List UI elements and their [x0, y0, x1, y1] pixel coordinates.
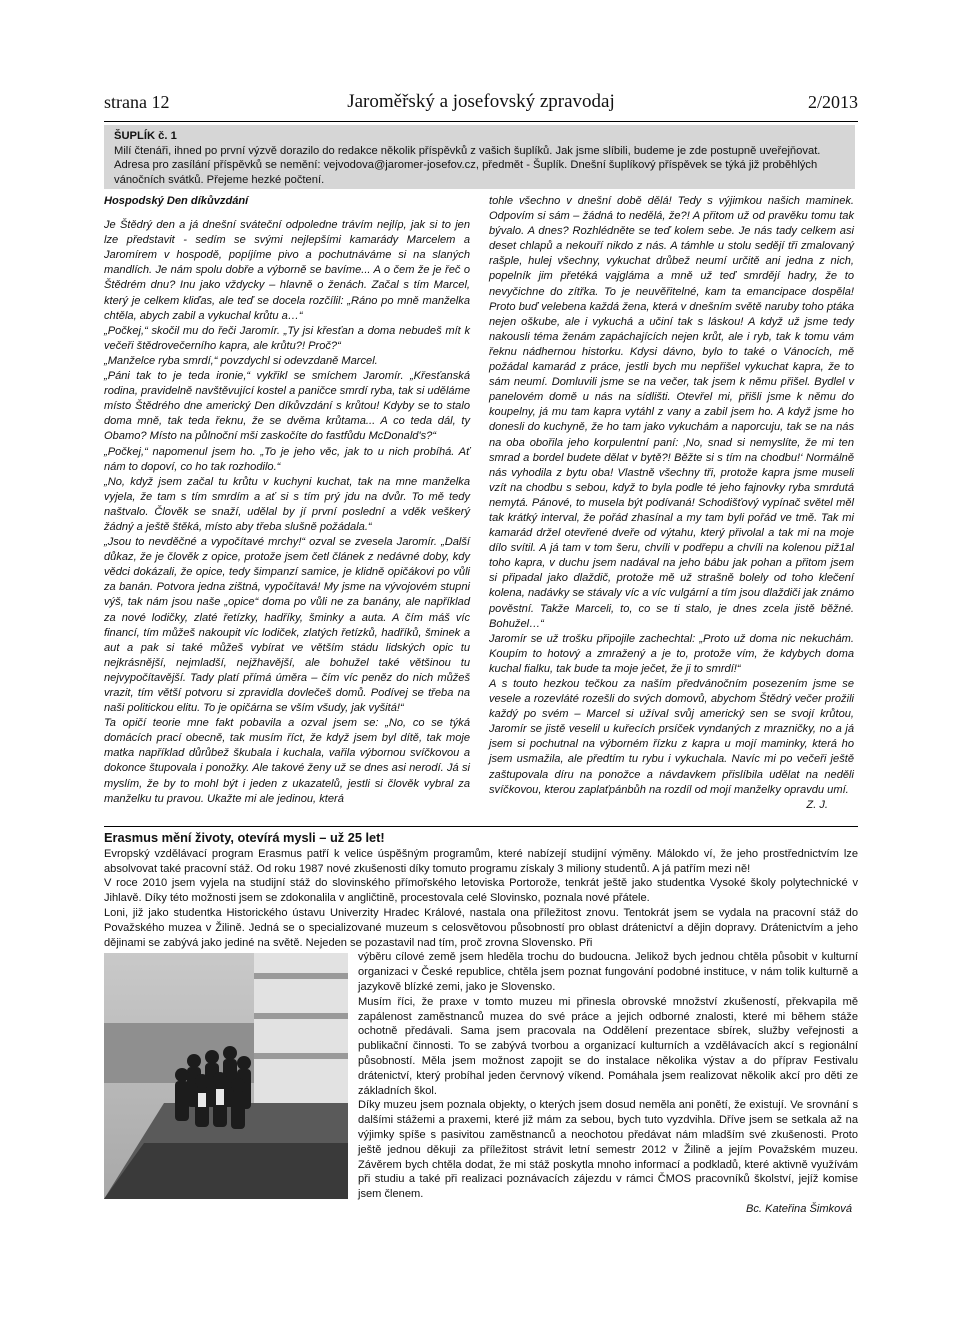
erasmus-paragraph: Loni, již jako studentka Historického ústavu Univerzity Hradec Králové, nastala ona příležitost znovu. Tentokrát jsem se vydala na pracovní stáž do Považského muzea v Žilině. Jedná se o specializované muzeum s celosvětovou působností pro oblast drátenictví a dějin dopravy. Drátenictvím a jeho dějinami se zabývá jako jediné na světě. Nejeden se pozastavil nad tím, proč zrovna Slovensko. Při: [104, 906, 858, 949]
newspaper-title: Jaroměřský a josefovský zpravodaj: [347, 91, 615, 112]
erasmus-paragraph: Musím říci, že praxe v tomto muzeu mi přinesla obrovské množství zkušeností, překvapila mě zapálenost zaměstnanců muzea do své práce a jejich odborné znalosti, které mi během stáže ochotně předávali. Sama jsem pracovala na Oddělení prezentace sbírek, služby veřejnosti a publikační činnosti. To se zabývá tvorbou a organizací kulturních a vzdělávacích akcí s regionální působností. Měla jsem možnost zapojit se do instalace několika výstav a do příprav Festivalu drátenictví, který probíhal jeden červnový víkend. Pomáhala jsem realizovat několik akcí pro děti ze základních škol.: [358, 995, 858, 1097]
section-rule: [104, 826, 858, 827]
story-paragraph: „Počkej,“ napomenul jsem ho. „To je jeho věc, jak to u nich probíhá. Ať nám to dopoví, co ho tak rozhodilo.“: [104, 445, 470, 473]
group-photo-image: [104, 953, 348, 1199]
erasmus-article: [104, 831, 858, 1217]
erasmus-author-line: [104, 1202, 858, 1217]
header-rule: [104, 121, 858, 122]
erasmus-paragraph: Evropský vzdělávací program Erasmus patří k velice úspěšným programům, které nabízejí studijní výměny. Málokdo ví, že jeho prostřednictvím lze absolvovat také pracovní stáž. Od roku 1987 nové zkušenosti díky tomuto programu získaly 3 miliony studentů. A já patřím mezi ně!: [104, 847, 858, 875]
story-paragraph: „Jsou to nevděčné a vypočítavé mrchy!“ ozval se zvesela Jaromír. „Další důkaz, že je člověk z opice, protože jsem četl článek z nedávné doby, kdy vědci dokázali, že opice, tedy šimpanzí samice, je klidně opičákovi po vůli za banán. Potvora jedna zištná, vypočítavá! My jsme na vývojovém stupni výš, tak nám jsou naše „opice“ doma po vůli ne za banány, ale například za nové lodičky, zlaté řetízky, hadříky, šminky a auta. A čím máš víc financí, tím můžeš nakoupit víc lodiček, zlatých řetízků, hadříků, šminek a aut a pak si také můžeš vybírat ve větším stádu lidských opic tu nejkrásnější, nejmladší, nejžhavější, ale bohužel také většinou tu nejvypočítavější. Tady platí přímá úměra – čím víc peněz do nich můžeš vrazit, tím větší potvoru si zpravidla dovlečeš domů. Podívej se třeba na naši politickou elitu. To je opičárna se vším všudy, jak vyšitá!“: [104, 536, 470, 715]
story-paragraph: „Manželce ryba smrdí,“ povzdychl si odevzdaně Marcel.: [104, 354, 378, 367]
story-paragraph: „Počkej,“ skočil mu do řeči Jaromír. „Ty jsi křesťan a doma nebudeš mít k večeři štědrovečerního kapra, ale krůtu?! Proč?“: [104, 324, 470, 352]
box-text: Milí čtenáři, ihned po první výzvě dorazilo do redakce několik příspěvků z vašich šuplíků. Jak jsme slíbili, budeme je zde postupně uveřejňovat. Adresa pro zasílání příspěvků se nemění: vejvodova@jaromer-josefov.cz, předmět - Šuplík. Dnešní šuplíkový příspěvek se týká již proběhlých vánočních svátků. Přejeme hezké počtení.: [114, 144, 821, 186]
story-paragraph: „Páni tak to je teda ironie,“ vykřikl se smíchem Jaromír. „Křesťanská rodina, pravidelně navštěvující kostel a paničce smrdí ryba, tak si uděláme místo Štědrého dne americký Den díkůvzdání s krůtou! Kdyby se to stalo doma mně, tak teda řeknu, že se dvěma krůtama... A co teda dál, ty Obamo? Místo na půlnoční mši zaskočíte do fastfůdu McDonald's?“: [104, 370, 470, 443]
story-paragraph: tohle všechno v dnešní době dělá! Tedy s výjimkou našich maminek. Odpovím si sám – žádná to nedělá, že?! A přitom už od pravěku tomu tak bývalo. A dnes? Rozhlédněte se teď kolem sebe. Je nás tady celkem asi deset chlapů a nekouří nikdo z nás. A támhle u stolu sedějí tři zmalovaný rašple, hulej všechny, vykuchat drůbež neumí určitě ani jedna z nich, popelník jim přetéká vajgláma a mně už teď smrdějí hadry, že to nevyčichne do zítřka. To je neuvěřitelné, kam ta emancipace dospěla! Proto buď velebena každá žena, která v dnešním světě naruby toho ptáka nejen oškube, ale i vykuchá a učiní tak s láskou! A když už jsme tedy nakousli téma ženám zapáchajících nejen krůt, ale i ryb, tak k tomu vám řeknu nádhernou historku. Kdysi dávno, bylo to také o Vánocích, mě požádal kamarád z práce, jestli bych mu nepřišel vykuchat kapra, že to sám neumí. Domluvili jsme se na večer, tak jsem k němu přišel. Bydlel v panelovém domě u nás na sídlišti. Otevřel mi, přišli jsme k němu do koupelny, já mu tam kapra vytáhl z vany a zabil jsem ho. A když jsme ho donesli do kuchyně, že ho tam jako vykuchám a naporcuju, tak se na nás na oba obořila jeho korpulentní paní: ‚No, snad si nemyslíte, že mi ten smrad a bordel budete dělat v bytě?! Běžte si s tím na chodbu!‘ Normálně nás vyhodila z bytu oba! Vlastně všechny tři, protože kapra jsme museli vzít na chodbu s sebou, když to byla podle té jeho fajnovky ryba smrdutá nemytá. Pánové, to musela být podívaná! Schodišťový vypínač světel měl tak krátký interval, že pořád zhasínal a my tam byli pořád ve tmě. Tak mi kamarád držel otevřené dveře od výtahu, který přivolal a tak mi na moje dílo svítil. A já tam v tom šeru, chvíli v podřepu a chvíli na kolenou piž1al toho kapra, v duchu jsem nadával na jeho bábu jak pohan a přitom jsem si připadal jako dlaždič, protože mě už strašně bolely od toho klečení kolena, nadávky se stávaly víc a víc vulgární a tím jsou dlaždiči jak známo pověstní. Takže Marceli, to, co se ti stalo, je dnes zcela jistě běžné. Bohužel…“: [489, 195, 854, 630]
erasmus-title: Erasmus mění životy, otevírá mysli – už 25 let!: [104, 830, 385, 845]
story-signature-line: [489, 798, 854, 813]
story-paragraph: „No, když jsem začal tu krůtu v kuchyni kuchat, tak na mne manželka vyjela, že tam s tím smrdím a ať si s tím prý jdu na dvůr. To mě tedy naštvalo. Člověk se snaží, udělal by jí první poslední a vděk veškerý žádný a ještě štěká, místo aby třeba slušně požádala.“: [104, 475, 470, 533]
intro-box: [104, 125, 855, 189]
erasmus-paragraph: výběru cílové země jsem hleděla trochu do budoucna. Jelikož bych jednou chtěla působit v kulturní organizaci v České republice, chtěla jsem poznat fungování podobné instituce, v nám tolik kulturně a jazykově blízké zemi, jako je Slovensko.: [358, 951, 858, 993]
story-left-column: [104, 194, 470, 807]
page-number: strana 12: [104, 92, 170, 112]
issue-number: 2/2013: [807, 92, 858, 112]
story-paragraph: Ta opičí teorie mne fakt pobavila a ozval jsem se: „No, co se týká domácích prací obecně, tak musím říct, že když jsem byl dítě, tak moje matka například důrůbež škubala i kuchala, vařila výbornou svíčkovou a dokonce štupovala i ponožky. Ale takové ženy už se dnes asi nerodí. Já si myslím, že by to mohl být i jeden z ukazatelů, jestli si člověk vybral za manželku tu pravou. Ukažte mi ale jedinou, která: [104, 717, 470, 805]
story-signature: Z. J.: [806, 798, 828, 811]
group-photo: [104, 953, 348, 1199]
erasmus-paragraph: V roce 2010 jsem vyjela na studijní stáž do slovinského přímořského letoviska Portorože, tenkrát ještě jako studentka Vysoké školy polytechnické v Jihlavě. Díky této možnosti jsem se zdokonalila v angličtině, procestovala celé Slovinsko, poznala nové přátele.: [104, 877, 858, 905]
page-header: [104, 86, 858, 120]
erasmus-paragraph: Díky muzeu jsem poznala objekty, o kterých jsem dosud neměla ani ponětí, že existují. Ve srovnání s dalšími stážemi a praxemi, které již mám za sebou, bych tuto vyzdvihla. Dříve jsem se setkala až na výjimky spíše s pasivitou zaměstnanců a neochotou předávat nám mladším své zkušenosti. Proto ještě jednou děkuji za příležitost strávit letní semestr 2012 v Žilině a jejím Považském muzeu. Závěrem bych chtěla dodat, že mi stáž poskytla mnoho informací a podkladů, které aktivně využívám při studiu a také při realizaci poznávacích zájezdu v rámci ČMOS pracovníků školství, jejíž komise jsem členem.: [358, 1099, 858, 1201]
story-right-column: [489, 194, 854, 813]
story-paragraph: A s touto hezkou tečkou za naším předvánočním posezením jsme se vesele a rozevláté rozešli do svých domovů, abychom Štědrý večer prožili každý po svém – Marcel si užíval svůj americký sen se svojí krůtou, Jaromír se jistě veselil u kuřecích prsíček vyndaných z mrazničky, no a já jsem si pochutnal na výborném řízku z kapra u mojí maminky, která ho jsem usmažila, ale předtím tu rybu i vykuchala. Navíc mi po večeři ještě zaštupovala díru na ponožce a návdavkem přislíbila udělat na neděli svíčkovou, kterou zaplaťpánbůh na rozdíl od mojí manželky opravdu umí.: [489, 678, 854, 796]
story-paragraph: Je Štědrý den a já dnešní sváteční odpoledne trávím nejlíp, jak si to jen lze představit - sedím se svými nejlepšími kamarády Marcelem a Jaromírem v hospodě, popíjíme pivo a pochutnáváme si na slaných mandlích. Je nám spolu dobře a výborně se bavíme... A o čem že je řeč o Štědrém dnu? Inu jako vždycky – hlavně o ženách. Začal s tím Marcel, který je celkem kliďas, ale teď se docela rozčílil: „Ráno po mně manželka chtěla, abych zabil a vykuchal krůtu a…“: [104, 219, 470, 322]
story-paragraph: Jaromír se už trošku připojile zachechtal: „Proto už doma nic nekuchám. Koupím to hotový a zmražený a je to, protože vím, že kdybych doma kuchal fialku, tak bude ta moje ječet, že ji to smrdí!“: [489, 632, 854, 675]
erasmus-author: Bc. Kateřina Šimková: [745, 1202, 852, 1215]
story-title: Hospodský Den díkůvzdání: [104, 195, 249, 207]
box-title: ŠUPLÍK č. 1: [114, 130, 177, 142]
